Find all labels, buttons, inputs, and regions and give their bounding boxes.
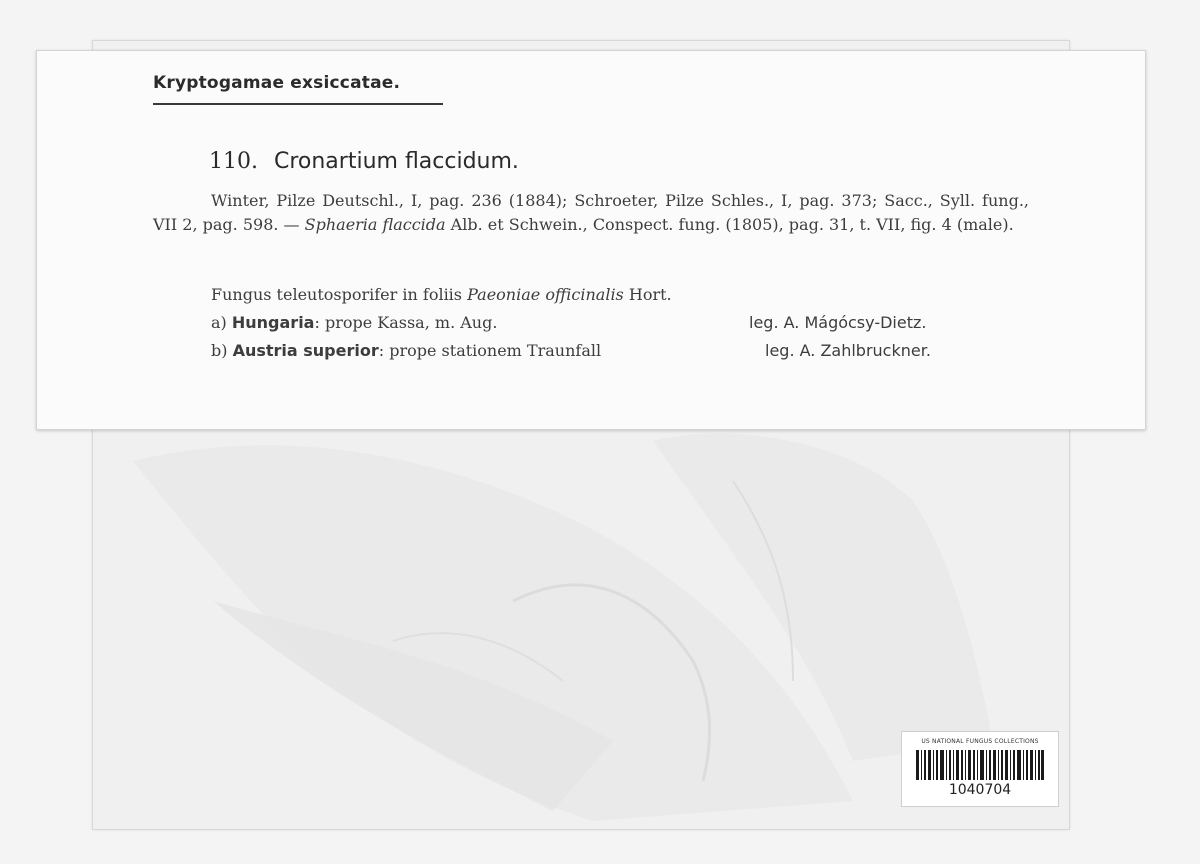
citation-synonym: Sphaeria flaccida [304, 215, 446, 234]
entry-number: 110. [209, 149, 258, 174]
locality-detail: : prope Kassa, m. Aug. [314, 313, 498, 332]
citation-paragraph [153, 189, 1029, 237]
taxon-name: Cronartium flaccidum. [273, 149, 519, 174]
host-suffix: Hort. [628, 285, 672, 304]
entry-heading [209, 149, 519, 174]
locality-region: Hungaria [231, 313, 315, 332]
locality-a [211, 313, 497, 332]
citation-part-2: Alb. et Schwein., Conspect. fung. (1805), pag. 31, t. VII, fig. 4 (male). [450, 215, 1014, 234]
citation-part-1: Winter, Pilze Deutschl., I, pag. 236 (1884); Schroeter, Pilze Schles., I, pag. 373; Sacc., Syll. fung., VII 2, pag. 598. — [153, 191, 1029, 234]
locality-marker: a) [211, 313, 227, 332]
host-prefix: Fungus teleutosporifer in foliis [211, 285, 463, 304]
locality-b [211, 341, 601, 360]
host-line [211, 285, 672, 304]
locality-detail: : prope stationem Traunfall [378, 341, 602, 360]
host-species: Paeoniae officinalis [467, 285, 624, 304]
series-title: Kryptogamae exsiccatae. [153, 73, 401, 93]
barcode-header: US NATIONAL FUNGUS COLLECTIONS [921, 738, 1039, 745]
collector-a: leg. A. Mágócsy-Dietz. [749, 313, 927, 332]
locality-region: Austria superior [232, 341, 379, 360]
barcode-label [901, 731, 1059, 807]
barcode-number: 1040704 [948, 782, 1012, 798]
barcode-icon [916, 750, 1044, 780]
series-title-rule [153, 103, 443, 105]
locality-marker: b) [211, 341, 228, 360]
exsiccatae-label [36, 50, 1146, 430]
collector-b: leg. A. Zahlbruckner. [765, 341, 931, 360]
